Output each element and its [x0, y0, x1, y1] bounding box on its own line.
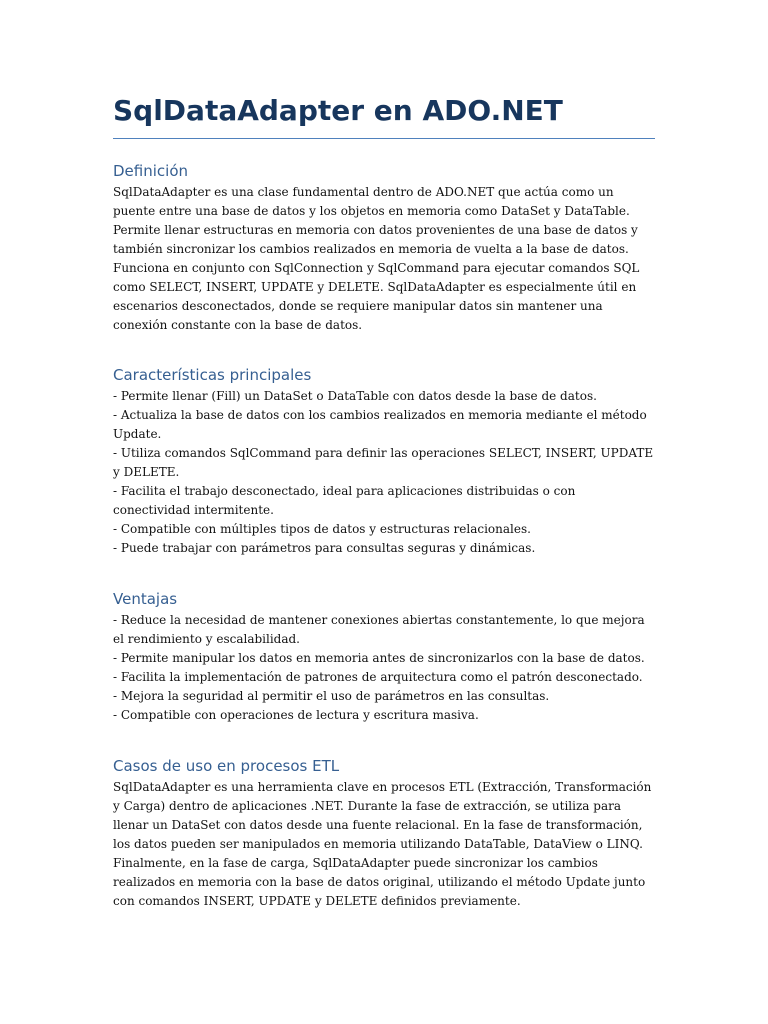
list-item: - Facilita el trabajo desconectado, ideal para aplicaciones distribuidas o con conectividad intermitente.	[113, 484, 576, 517]
section-heading-casos-etl: Casos de uso en procesos ETL	[113, 757, 340, 775]
section-definicion	[113, 161, 655, 335]
section-heading-ventajas: Ventajas	[113, 590, 178, 608]
list-item: - Permite manipular los datos en memoria antes de sincronizarlos con la base de datos.	[113, 651, 645, 665]
list-item: - Mejora la seguridad al permitir el uso de parámetros en las consultas.	[113, 689, 550, 703]
ventajas-list	[113, 611, 655, 725]
document-title: SqlDataAdapter en ADO.NET	[113, 92, 655, 139]
section-heading-caracteristicas: Características principales	[113, 366, 312, 384]
list-item: - Compatible con múltiples tipos de datos y estructuras relacionales.	[113, 522, 531, 536]
list-item: - Actualiza la base de datos con los cambios realizados en memoria mediante el método Update.	[113, 408, 647, 441]
list-item: - Compatible con operaciones de lectura y escritura masiva.	[113, 708, 479, 722]
section-caracteristicas	[113, 365, 655, 558]
section-paragraph-definicion: SqlDataAdapter es una clase fundamental dentro de ADO.NET que actúa como un puente entre una base de datos y los objetos en memoria como DataSet y DataTable. Permite llenar estructuras en memoria con datos provenientes de una base de datos y también sincronizar los cambios realizados en memoria de vuelta a la base de datos. Funciona en conjunto con SqlConnection y SqlCommand para ejecutar comandos SQL como SELECT, INSERT, UPDATE y DELETE. SqlDataAdapter es especialmente útil en escenarios desconectados, donde se requiere manipular datos sin mantener una conexión constante con la base de datos.	[113, 185, 640, 332]
list-item: - Utiliza comandos SqlCommand para definir las operaciones SELECT, INSERT, UPDATE y DELETE.	[113, 446, 654, 479]
section-paragraph-casos-etl: SqlDataAdapter es una herramienta clave en procesos ETL (Extracción, Transformación y Carga) dentro de aplicaciones .NET. Durante la fase de extracción, se utiliza para llenar un DataSet con datos desde una fuente relacional. En la fase de transformación, los datos pueden ser manipulados en memoria utilizando DataTable, DataView o LINQ. Finalmente, en la fase de carga, SqlDataAdapter puede sincronizar los cambios realizados en memoria con la base de datos original, utilizando el método Update junto con comandos INSERT, UPDATE y DELETE definidos previamente.	[113, 780, 652, 908]
list-item: - Facilita la implementación de patrones de arquitectura como el patrón desconectado.	[113, 670, 643, 684]
caracteristicas-list	[113, 387, 655, 558]
list-item: - Puede trabajar con parámetros para consultas seguras y dinámicas.	[113, 541, 536, 555]
section-ventajas	[113, 589, 655, 725]
list-item: - Reduce la necesidad de mantener conexiones abiertas constantemente, lo que mejora el rendimiento y escalabilidad.	[113, 613, 645, 646]
section-heading-definicion: Definición	[113, 162, 188, 180]
list-item: - Permite llenar (Fill) un DataSet o DataTable con datos desde la base de datos.	[113, 389, 597, 403]
section-casos-etl	[113, 756, 655, 911]
